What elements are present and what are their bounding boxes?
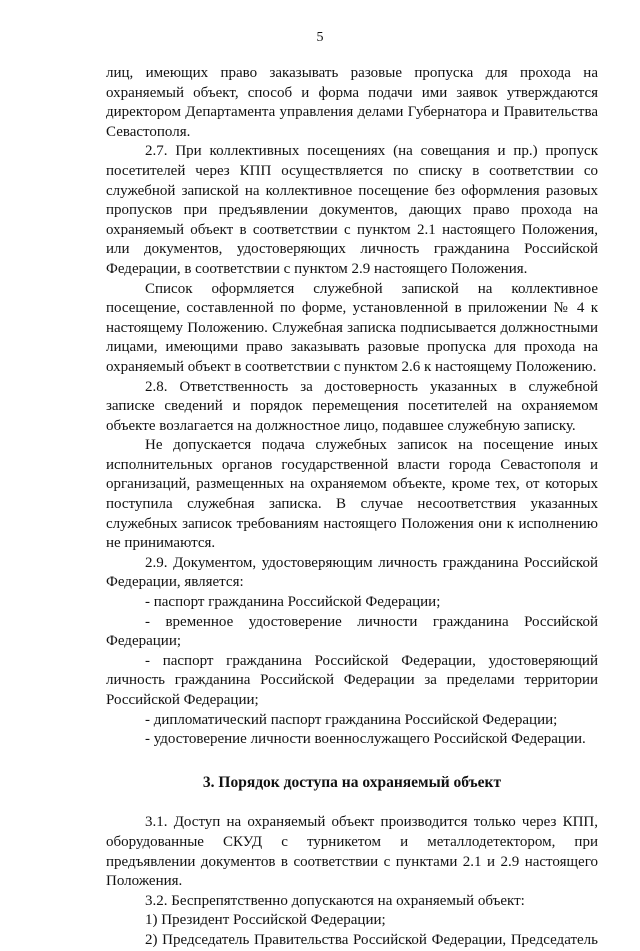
list-item: - удостоверение личности военнослужащего Российской Федерации. <box>145 731 586 748</box>
section-2-continuation <box>106 64 598 750</box>
page-number: 5 <box>316 30 324 45</box>
paragraph-2-9: 2.9. Документом, удостоверяющим личность гражданина Российской Федерации, является: <box>106 554 598 591</box>
paragraph-continued-2-6: лиц, имеющих право заказывать разовые пропуска для прохода на охраняемый объект, способ и форма подачи ими заявок утверждаются директором Департамента управления делами Губернатора и Правительства Севастополя. <box>106 65 598 140</box>
document-body <box>106 64 598 951</box>
paragraph-3-2: 3.2. Беспрепятственно допускаются на охраняемый объект: <box>145 892 525 909</box>
list-item: - паспорт гражданина Российской Федерации, удостоверяющий личность гражданина Российской Федерации за пределами территории Российской Федерации; <box>106 652 598 708</box>
list-item: 2) Председатель Правительства Российской Федерации, Председатель <box>145 931 598 948</box>
paragraph-2-8-restriction: Не допускается подача служебных записок на посещение иных исполнительных органов государственной власти города Севастополя и организаций, размещенных на охраняемом объекте, кроме тех, от которых поступила служебная записка. В случае несоответствия указанных служебных записок требованиям настоящего Положения они к исполнению не принимаются. <box>106 437 598 552</box>
paragraph-2-7: 2.7. При коллективных посещениях (на совещания и пр.) пропуск посетителей через КПП осуществляется по списку в соответствии со служебной запиской на коллективное посещение без оформления разовых пропусков при предъявлении документов, дающих право прохода на охраняемый объект в соответствии с пунктом 2.1 настоящего Положения, или документов, удостоверяющих личность гражданина Российской Федерации, в соответствии с пунктом 2.9 настоящего Положения. <box>106 143 598 277</box>
list-item: - паспорт гражданина Российской Федерации; <box>145 594 441 611</box>
list-item: - дипломатический паспорт гражданина Российской Федерации; <box>145 711 558 728</box>
section-3 <box>106 813 598 950</box>
paragraph-2-8: 2.8. Ответственность за достоверность указанных в служебной записке сведений и порядок перемещения посетителей на охраняемом объекте возлагается на должностное лицо, подавшее служебную записку. <box>106 378 598 434</box>
paragraph-2-7-list: Список оформляется служебной запиской на коллективное посещение, составленной по форме, установленной в приложении № 4 к настоящему Положению. Служебная записка подписывается должностными лицами, имеющими право заказывать разовые пропуска для прохода на охраняемый объект в соответствии с пунктом 2.6 к настоящему Положению. <box>106 280 598 375</box>
paragraph-3-1: 3.1. Доступ на охраняемый объект производится только через КПП, оборудованные СКУД с турникетом и металлодетектором, при предъявлении документов в соответствии с пунктами 2.1 и 2.9 настоящего Положения. <box>106 814 598 890</box>
list-item: - временное удостоверение личности гражданина Российской Федерации; <box>106 613 598 650</box>
section-3-heading: 3. Порядок доступа на охраняемый объект <box>202 773 502 791</box>
list-item: 1) Президент Российской Федерации; <box>145 912 386 929</box>
